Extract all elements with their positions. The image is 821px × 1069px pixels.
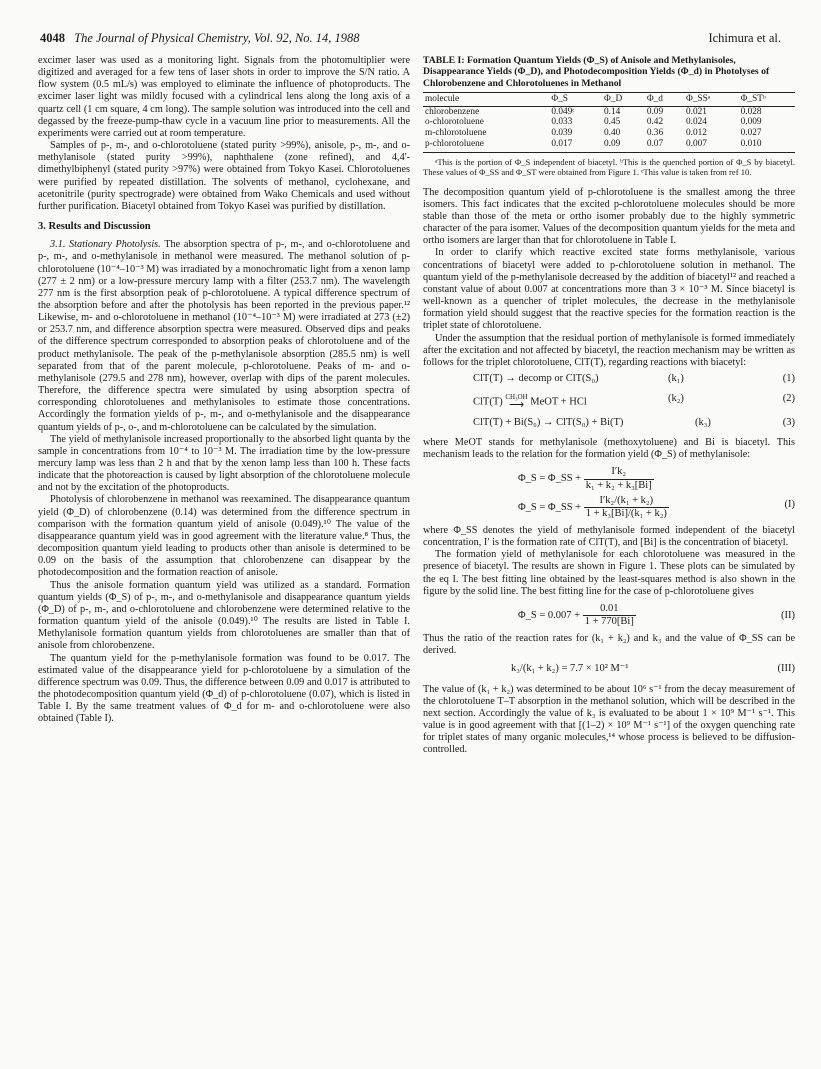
paragraph: Under the assumption that the residual portion of methylanisole is formed immediately after the excitation and not affected by biacetyl, the reaction mechanism may be written as follows for the triplet chlorotoluene, ClT(T), regarding reactions with biacetyl: [423,332,795,368]
equation-line [518,466,795,491]
paragraph: The decomposition quantum yield of p-chlorotoluene is the smallest among the three isomers. This fact indicates that the excited p-chlorotoluene molecules should be more stable than those of the meta or ortho isomer probably due to the highly symmetric character of the para isomer. Values of the decomposition quantum yields for the meta and ortho isomers are larger than that for chlorotoluene in Table I. [423,186,795,247]
fraction [584,466,654,491]
equation-I [423,466,795,520]
table-cell: 0.09 [646,106,664,117]
equation-body: ClT(T) → decomp or ClT(S₀) [473,373,599,385]
table-cell: 0.021 [685,106,707,117]
equation-II [423,603,795,628]
table-cell: 0.049ᶜ [551,106,575,117]
numerator: I′k₂/(k₁ + k₂) [584,495,669,508]
reaction-arrow [505,393,527,411]
equation-number: (2) [782,393,795,405]
table-footnote: ᵃThis is the portion of Φ_S independent of biacetyl. ᵇThis is the quenched portion of Φ_S by biacetyl. These values of Φ_SS and Φ_ST were obtained from Figure 1. ᶜThis value is taken from ref 10. [423,156,795,178]
table-cell: 0.017 [549,139,602,152]
table-cell: m-chlorotoluene [425,128,487,139]
table-cell: 0.027 [740,128,762,139]
table-cell: 0.012 [685,128,707,139]
equation-3 [423,417,795,433]
paragraph: where MeOT stands for methylanisole (methoxytoluene) and Bi is biacetyl. This mechanism leads to the relation for the formation yield (Φ_S) of methylanisole: [423,437,795,461]
table-cell: 0.14 [604,106,621,117]
paragraph [38,239,410,434]
paragraph: excimer laser was used as a monitoring light. Signals from the photomultiplier were digitized and averaged for a few tens of laser shots in order to improve the S/N ratio. A flow system (0.5 mL/s) was employed to eliminate the influence of photoproducts. The excimer laser light was mildly focused with a cylindrical lens along the long axis of a quartz cell (1 cm square, 4 cm long). The sample solution was introduced into the cell and degassed by the freeze-pump-thaw cycle in a vacuum line prior to measurements. All the experiments were carried out at room temperature. [38,55,410,139]
section-heading: 3. Results and Discussion [38,221,151,233]
numerator: 0.01 [583,603,636,616]
equation-body [473,393,587,411]
paragraph-text: The absorption spectra of p-, m-, and o-chlorotoluene and p-, m-, and o-methylanisole in methanol were measured. The methanol solution of p-chlorotoluene (10⁻⁴–10⁻³ M) was irradiated by a monochromatic light from a xenon lamp (277 ± 2 nm) or a low-pressure mercury lamp with a filter (253.7 nm). The wavelength 277 nm is the first absorption peak of p-chlorotoluene. A typical difference spectrum of the absorption before and after the photolysis has been reported in the previous paper.¹² Likewise, m- and o-chlorotoluene in methanol (10⁻⁴–10⁻³ M) were irradiated at 273 (±2) or 253.7 nm, and difference absorption spectra were measured. Observed dips and peaks of the difference spectrum corresponded to absorption peaks of chlorotoluene and of the product methylanisole. The peak of the p-methylanisole absorption (285.5 nm) is well separated from that of the parent molecule, p-chlorotoluene. Peaks of m- and o-methylanisole (279.5 and 278 nm), however, overlap with dips of the parent molecules. Therefore, the difference spectra were simulated by using absorption spectra of corresponding chlorotoluenes and methylanisoles to estimate those concentrations. Accordingly the formation yields of p-, m-, and o-methylanisole and the disappearance quantum yields of p-, o-, and m-chlorotoluene can be calculated by the simulation. [38,239,410,433]
equation-number: (3) [782,417,795,429]
paragraph: Thus the ratio of the reaction rates for (k₁ + k₂) and k₃ and the value of Φ_SS can be derived. [423,633,795,657]
table-cell: 0.07 [645,139,684,152]
column-header: Φ_SSᵃ [684,92,739,106]
table-cell: o-chlorotoluene [425,117,484,128]
paragraph: The yield of methylanisole increased proportionally to the absorbed light quanta by the sample in concentrations from 10⁻⁴ to 10⁻³ M. The irradiation time by the low-pressure mercury lamp was less than 2 h and that by the xenon lamp less than 100 h. These facts indicate that the photoreaction is caused by light absorption of the chlorotoluene molecule and not by the excitation of the photoproducts. [38,433,410,494]
paragraph: Samples of p-, m-, and o-chlorotoluene (stated purity >99%), anisole, p-, m-, and o-methylanisole (stated purity >99%), naphthalene (zone refined), and 4,4'-dimethylbiphenyl (stated purity >97%) were obtained from Tokyo Kasei. Chlorotoluenes were purified by repeated distillation. The solvents of methanol, cyclohexane, and acetonitrile (purity spectrograde) were obtained from Wako Chemicals and used without further purification. Biacetyl obtained from Tokyo Kasei was purified by distillation. [38,140,410,212]
arrow-icon: ⟶ [508,400,525,412]
rate-constant: (k₁) [668,373,684,385]
table-caption: TABLE I: Formation Quantum Yields (Φ_S) of Anisole and Methylanisoles, Disappearance Yields (Φ_D), and Photodecomposition Yields (Φ_d) in Photolyses of Chlorobenzene and Chlorotoluenes in Methanol [423,55,770,89]
left-column [38,55,410,725]
column-header: Φ_d [645,92,684,106]
paragraph: The formation yield of methylanisole for each chlorotoluene was measured in the presence of biacetyl. The results are shown in Figure 1. These plots can be simulated by the eq I. The best fitting line obtained by the least-squares method is also shown in the figure by the solid line. The best fitting line for the case of p-chlorotoluene gives [423,549,795,597]
paragraph: Photolysis of chlorobenzene in methanol was reexamined. The disappearance quantum yield (Φ_D) of chlorobenzene (0.14) was determined from the difference spectrum in comparison with the formation quantum yield of anisole (0.049).¹⁰ The value of the disappearance quantum yield was in good agreement with the literature value.⁸ Thus, the decomposition quantum yield leading to products other than anisole is determined to be 0.09 on the basis of the assumption that chlorobenzene can disappear by the photodecomposition and the formation reaction of anisole. [38,494,410,579]
equation-line [518,495,795,520]
paragraph: The value of (k₁ + k₂) was determined to be about 10⁶ s⁻¹ from the decay measurement of the chlorotoluene T–T absorption in the methanol solution, which will be described in the next section. Accordingly the value of k₃ is evaluated to be about 1 × 10⁹ M⁻¹ s⁻¹. This value is in good agreement with that [(1–2) × 10⁹ M⁻¹ s⁻¹] of the oxygen quenching rate for triplet states of many organic molecules,¹⁴ whose process is believed to be diffusion-controlled. [423,683,795,756]
equation-III [423,663,795,679]
paragraph: where Φ_SS denotes the yield of methylanisole formed independent of the biacetyl concentration, I′ is the formation rate of ClT(T), and [Bi] is the concentration of biacetyl. [423,524,795,549]
equation-number: (II) [781,609,795,621]
table-cell: 0.42 [646,117,664,128]
data-table [423,92,795,153]
reactant: ClT(T) [473,396,503,408]
running-header [40,31,781,47]
paragraph: In order to clarify which reactive excited state forms methylanisole, various concentrations of biacetyl were added to p-chlorotoluene solution in methanol. The quantum yield of the p-methylanisole decreased by the addition of biacetyl¹² and reached a constant value of about 0.007 at concentrations more than 3 × 10⁻³ M. Since biacetyl is well-known as a quencher of triplet molecules, the decrease in the methylanisole formation yield should suggest that the reactive species for the formation reaction is the triplet state of chlorotoluene. [423,247,795,332]
table-row [423,106,795,117]
table-row [423,117,795,128]
arrow-label: CH₃OH [505,393,528,402]
table-cell: 0.09 [602,139,645,152]
table-cell: 0.028 [740,106,762,117]
fraction [584,495,669,520]
right-column [423,55,795,756]
fraction [583,603,636,628]
rate-constant: (k₂) [668,393,684,405]
denominator: k₁ + k₂ + k₃[Bi] [585,479,652,491]
table-cell: chlorobenzene [425,106,480,117]
equation-body: k₃/(k₁ + k₂) = 7.7 × 10² M⁻¹ [511,662,629,674]
numerator: I′k₂ [584,466,654,479]
table-cell: 0.039 [551,128,573,139]
equation-1 [423,373,795,389]
equation-number: (1) [782,373,795,385]
column-header: Φ_S [549,92,602,106]
equation-number: (III) [777,662,795,674]
equation-body: ClT(T) + Bi(S₀) → ClT(S₀) + Bi(T) [473,417,624,429]
column-header: Φ_D [602,92,645,106]
table-cell: 0.024 [685,117,707,128]
running-authors: Ichimura et al. [708,31,781,45]
rate-constant: (k₃) [695,417,711,429]
equation-lhs: Φ_S = 0.007 + [518,609,581,621]
denominator: 1 + 770[Bi] [584,616,634,628]
journal-citation: The Journal of Physical Chemistry, Vol. 92, No. 14, 1988 [74,31,360,45]
table-cell: 0.36 [646,128,664,139]
table-row [423,128,795,139]
subsection-label: 3.1. Stationary Photolysis. [50,239,161,251]
table-cell: 0.009 [740,117,762,128]
equation-2 [423,393,795,413]
table-cell: 0.010 [739,139,795,152]
paragraph: Thus the anisole formation quantum yield was utilized as a standard. Formation quantum yields (Φ_S) of p-, m-, and o-methylanisole and disappearance quantum yields (Φ_D) of p-, m-, and o-chlorotoluene and chlorobenzene were determined relative to the formation quantum yield of the anisole (0.049).¹⁰ The results are listed in Table I. Methylanisole formation quantum yields from chlorotoluenes are smaller than that of anisole from chlorobenzene. [38,579,410,652]
table-cell: 0.45 [604,117,621,128]
table-cell: 0.033 [551,117,573,128]
equation-lhs: Φ_S = Φ_SS + [518,501,582,513]
table-cell: 0.40 [604,128,621,139]
table-cell: p-chlorotoluene [423,139,549,152]
products: MeOT + HCl [530,396,587,408]
paragraph: The quantum yield for the p-methylanisole formation was found to be 0.017. The estimated value of the disappearance yield for p-chlorotoluene by a simulation of the difference spectrum was 0.09. Thus, the difference between 0.09 and 0.017 is attributed to the photodecomposition quantum yield (Φ_d) of p-chlorotoluene (0.07), which is listed in Table I. By the same treatment values of Φ_d for m- and o-chlorotoluene were also obtained (Table I). [38,652,410,725]
table-cell: 0.007 [684,139,739,152]
table-header-row [423,92,795,106]
equation-number: (I) [784,498,795,510]
equation-lhs: Φ_S = Φ_SS + [518,473,582,485]
denominator: 1 + k₃[Bi]/(k₁ + k₂) [585,507,667,519]
column-header: molecule [423,92,549,106]
page-number: 4048 [40,31,65,45]
column-header: Φ_STᵇ [739,92,795,106]
table-row [423,139,795,152]
